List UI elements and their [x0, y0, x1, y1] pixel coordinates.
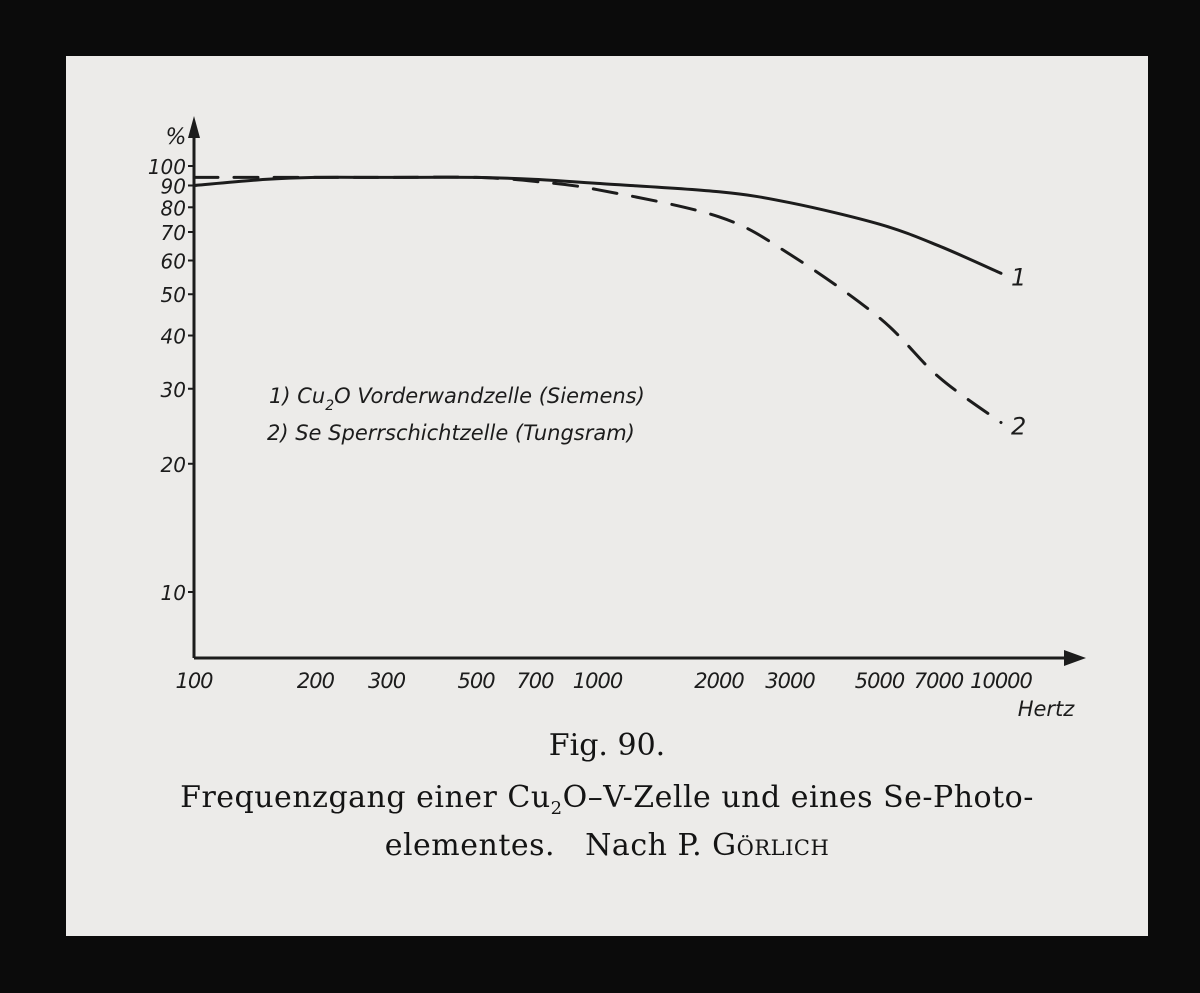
legend-entry-1: 1) $Cu_2O$ Vorderwandzelle (Siemens)	[269, 384, 645, 414]
y-tick-label: 60	[160, 249, 186, 274]
y-tick-label: 90	[160, 174, 186, 199]
y-tick-label: 10	[160, 581, 186, 606]
y-tick-label: 20	[160, 452, 186, 477]
legend-entry-2: 2) Se Sperrschichtzelle (Tungsram)	[267, 421, 635, 445]
legend	[267, 384, 645, 445]
x-tick-label: 100	[175, 669, 213, 693]
figure-number: Fig. 90.	[548, 728, 666, 763]
x-tick-label: 1000	[572, 669, 623, 693]
x-tick-label: 5000	[854, 669, 905, 693]
series-1-label: 1	[1011, 263, 1027, 292]
x-axis-arrow	[1064, 650, 1086, 666]
y-ticks	[148, 155, 194, 605]
x-tick-label: 200	[296, 669, 335, 693]
figure-caption-line-1: Frequenzgang einer $Cu_2O-V$-Zelle und eines Se-Photo-	[180, 780, 1034, 819]
series-1-line	[194, 177, 1001, 273]
x-tick-label: 3000	[765, 669, 815, 693]
x-tick-label: 2000	[694, 669, 744, 693]
series-2-label: 2	[1011, 412, 1027, 441]
x-tick-label: 500	[457, 669, 495, 693]
x-tick-label: 300	[367, 669, 406, 693]
y-tick-label: 70	[160, 220, 186, 245]
y-axis-arrow	[188, 116, 200, 138]
slide	[66, 56, 1148, 936]
y-tick-label: 80	[160, 196, 186, 221]
x-axis-label: Hertz	[1017, 697, 1075, 721]
y-tick-label: 50	[160, 283, 186, 308]
x-tick-label: 7000	[913, 669, 964, 693]
y-tick-label: 30	[160, 377, 186, 402]
x-tick-label: 10000	[970, 669, 1032, 693]
x-tick-label: 700	[516, 669, 554, 693]
y-tick-label: 40	[160, 324, 186, 349]
y-axis-label: %	[165, 125, 187, 150]
figure-caption-line-2: elementes. Nach P. Görlich	[384, 828, 830, 863]
y-tick-label: 100	[147, 155, 186, 179]
x-ticks	[175, 669, 1032, 693]
